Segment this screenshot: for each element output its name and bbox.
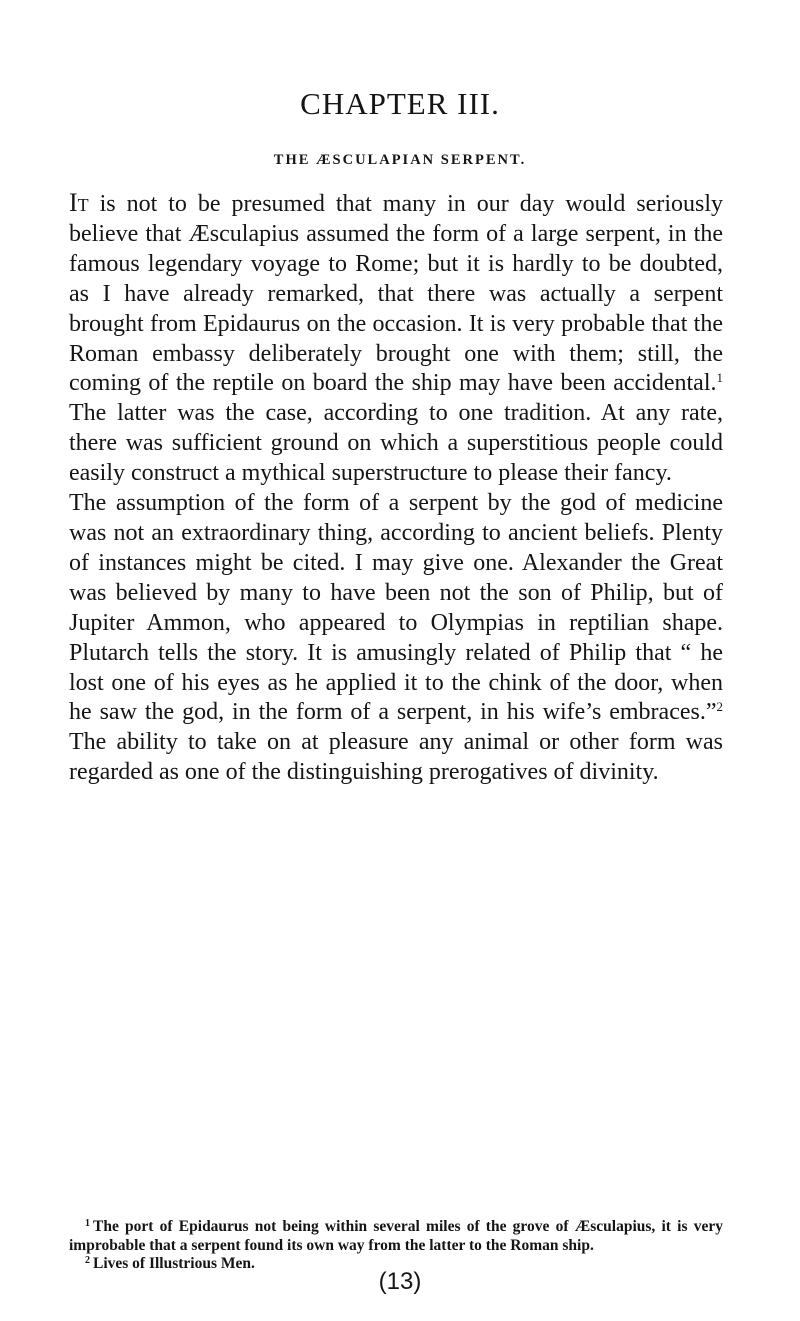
paragraph-1 xyxy=(69,188,723,489)
paragraph-2 xyxy=(69,489,723,788)
paragraph-2-text-a: The assumption of the form of a serpent by the god of medicine was not an extraordinary thing, according to ancient beliefs. Plenty of instances might be cited. I may give one. Alexander the Great was believed by many to have been not the son of Philip, but of Jupiter Ammon, who appeared to Olympias in reptilian shape. Plutarch tells the story. It is amusingly related of Philip that “ he lost one of his eyes as he applied it to the chink of the door, when he saw the god, in the form of a serpent, in his wife’s embraces.” xyxy=(69,490,723,726)
footnote-2-text: Lives of Illustrious Men. xyxy=(93,1255,255,1272)
page-number: (13) xyxy=(378,1268,422,1295)
paragraph-2-text-b: The ability to take on at pleasure any animal or other form was regarded as one of the distinguishing prerogatives of divinity. xyxy=(69,729,723,786)
footnote-reference-1: 1 xyxy=(716,370,723,386)
footnotes xyxy=(69,1218,723,1274)
footnote-1 xyxy=(69,1218,723,1255)
body-text xyxy=(69,188,723,788)
chapter-subtitle: THE ÆSCULAPIAN SERPENT. xyxy=(273,152,527,168)
chapter-title: CHAPTER III. xyxy=(300,86,500,121)
footnote-reference-2: 2 xyxy=(716,699,723,715)
paragraph-1-text-b: The latter was the case, according to one tradition. At any rate, there was sufficient ground on which a superstitious people could easily construct a mythical superstructure to please their fancy. xyxy=(69,400,723,487)
lead-word: It xyxy=(69,188,89,217)
paragraph-1-text-a: is not to be presumed that many in our day would seriously believe that Æsculapius assumed the form of a large serpent, in the famous legendary voyage to Rome; but it is hardly to be doubted, as I have already remarked, that there was actually a serpent brought from Epidaurus on the occasion. It is very probable that the Roman embassy deliberately brought one with them; still, the coming of the reptile on board the ship may have been accidental. xyxy=(69,191,723,397)
footnote-1-text: The port of Epidaurus not being within several miles of the grove of Æsculapius, it is very improbable that a serpent found its own way from the latter to the Roman ship. xyxy=(69,1218,723,1254)
footnote-mark-1: 1 xyxy=(85,1218,90,1229)
footnote-mark-2: 2 xyxy=(85,1255,90,1266)
